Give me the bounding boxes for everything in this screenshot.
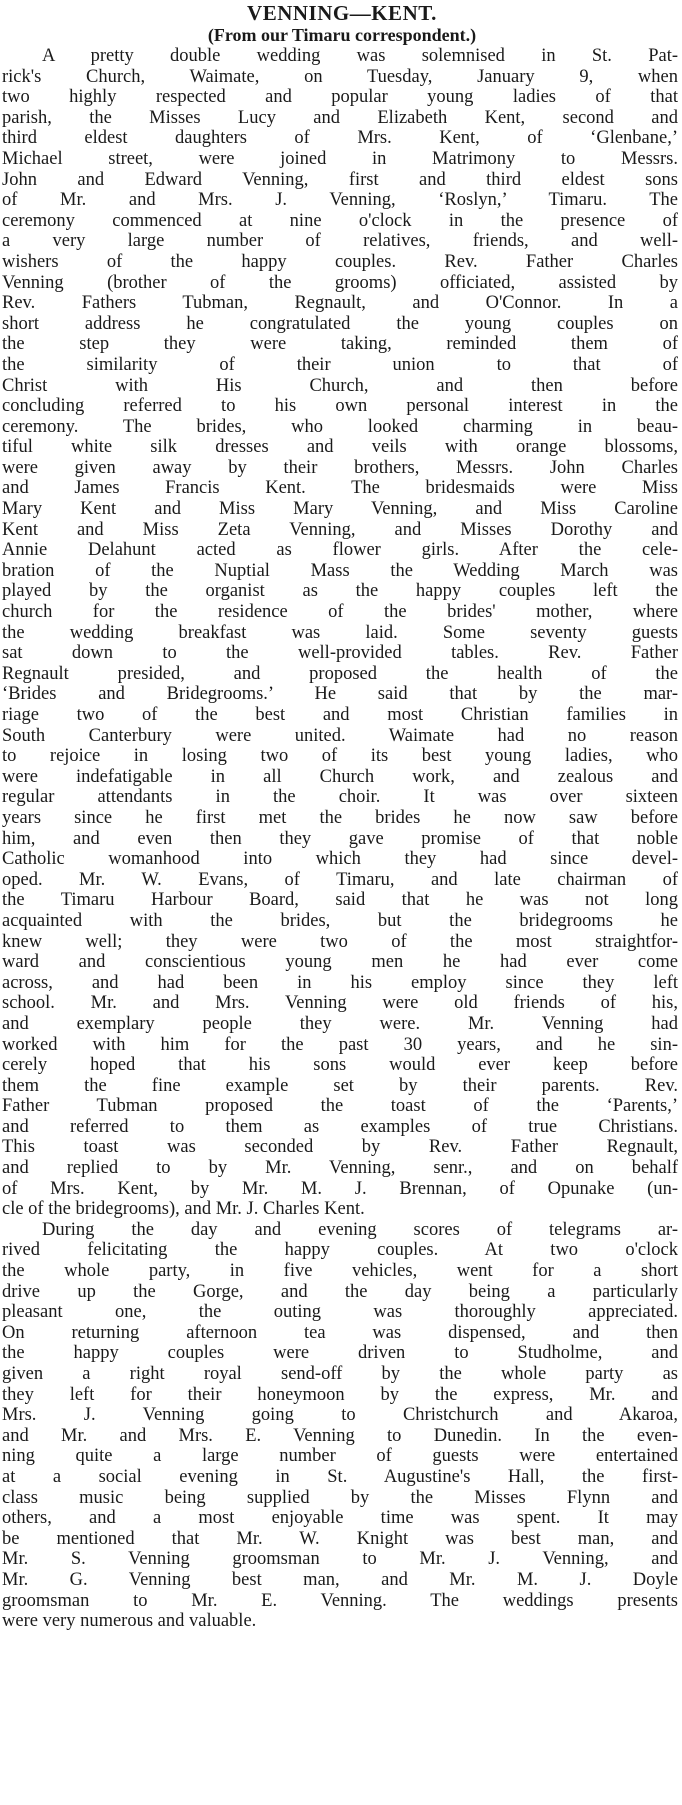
article-line: worked with him for the past 30 years, and he sin- [2, 1034, 678, 1055]
article-byline: (From our Timaru correspondent.) [207, 25, 477, 45]
article-line: short address he congratulated the young couples on [2, 313, 678, 334]
article-line: played by the organist as the happy couples left the [2, 581, 678, 602]
article-line: oped. Mr. W. Evans, of Timaru, and late chairman of [2, 869, 678, 890]
article-line: third eldest daughters of Mrs. Kent, of ‘Glenbane,’ [2, 128, 678, 149]
article-line: parish, the Misses Lucy and Elizabeth Kent, second and [2, 107, 678, 128]
article-line: and exemplary people they were. Mr. Venning had [2, 1013, 678, 1034]
article-line: a very large number of relatives, friends, and well- [2, 231, 678, 252]
article-line: cle of the bridegrooms), and Mr. J. Charles Kent. [2, 1199, 365, 1220]
article-line: at a social evening in St. Augustine's Hall, the first- [2, 1466, 678, 1487]
article-line: Rev. Fathers Tubman, Regnault, and O'Connor. In a [2, 293, 678, 314]
article-line: Venning (brother of the grooms) officiated, assisted by [2, 272, 678, 293]
article-line: the Timaru Harbour Board, said that he was not long [2, 890, 678, 911]
article-line: Father Tubman proposed the toast of the ‘Parents,’ [2, 1096, 678, 1117]
article-line: Mary Kent and Miss Mary Venning, and Miss Caroline [2, 499, 678, 520]
article-line: During the day and evening scores of telegrams ar- [42, 1219, 678, 1240]
article-line: were very numerous and valuable. [2, 1611, 257, 1632]
article-line: the similarity of their union to that of [2, 354, 678, 375]
article-line: school. Mr. and Mrs. Venning were old friends of his, [2, 993, 678, 1014]
article-line: bration of the Nuptial Mass the Wedding March was [2, 560, 678, 581]
article-line: John and Edward Venning, first and third eldest sons [2, 169, 678, 190]
article-line: the wedding breakfast was laid. Some seventy guests [2, 622, 678, 643]
article-line: of Mrs. Kent, by Mr. M. J. Brennan, of Opunake (un- [2, 1178, 678, 1199]
article-line: Catholic womanhood into which they had since devel- [2, 849, 678, 870]
article-line: Michael street, were joined in Matrimony to Messrs. [2, 148, 678, 169]
article-line: wishers of the happy couples. Rev. Father Charles [2, 251, 678, 272]
article-line: and referred to them as examples of true Christians. [2, 1116, 678, 1137]
article-line: rick's Church, Waimate, on Tuesday, January 9, when [2, 66, 678, 87]
article-line: of Mr. and Mrs. J. Venning, ‘Roslyn,’ Timaru. The [2, 190, 678, 211]
article-line: the happy couples were driven to Studholme, and [2, 1343, 678, 1364]
article-line: tiful white silk dresses and veils with orange blossoms, [2, 437, 678, 458]
article-line: be mentioned that Mr. W. Knight was best man, and [2, 1528, 678, 1549]
article-line: across, and had been in his employ since they left [2, 972, 678, 993]
article-line: acquainted with the brides, but the bridegrooms he [2, 910, 678, 931]
article-line: Mrs. J. Venning going to Christchurch and Akaroa, [2, 1405, 678, 1426]
article-line: given a right royal send-off by the whole party as [2, 1364, 678, 1384]
article-line: others, and a most enjoyable time was spent. It may [2, 1508, 678, 1529]
article-line: ceremony. The brides, who looked charming in beau- [2, 416, 678, 437]
article-line: and James Francis Kent. The bridesmaids were Miss [2, 478, 678, 499]
article-line: Regnault presided, and proposed the health of the [2, 663, 678, 684]
article-line: ward and conscientious young men he had ever come [2, 952, 678, 973]
article-line: cerely hoped that his sons would ever keep before [2, 1055, 678, 1076]
article-line: ceremony commenced at nine o'clock in the presence of [2, 210, 678, 231]
article-line: him, and even then they gave promise of that noble [2, 828, 678, 849]
article-line: On returning afternoon tea was dispensed, and then [2, 1322, 678, 1343]
article-line: the step they were taking, reminded them of [2, 334, 678, 355]
article-line: years since he first met the brides he now saw before [2, 807, 678, 828]
article-line: ning quite a large number of guests were entertained [2, 1446, 678, 1467]
article-line: riage two of the best and most Christian families in [2, 705, 678, 725]
article-line: were given away by their brothers, Messrs. John Charles [2, 457, 678, 478]
article-line: A pretty double wedding was solemnised in St. Pat- [42, 46, 678, 66]
article-line: Kent and Miss Zeta Venning, and Misses Dorothy and [2, 519, 678, 540]
article-line: two highly respected and popular young ladies of that [2, 87, 678, 108]
article-body [2, 46, 678, 1632]
article-line: them the fine example set by their parents. Rev. [2, 1075, 678, 1096]
article-line: class music being supplied by the Misses Flynn and [2, 1487, 678, 1508]
article-line: regular attendants in the choir. It was over sixteen [2, 787, 678, 808]
article-line: concluding referred to his own personal interest in the [2, 396, 678, 417]
article-line: Mr. S. Venning groomsman to Mr. J. Venning, and [2, 1549, 678, 1570]
article-line: church for the residence of the brides' mother, where [2, 602, 678, 623]
article-line: This toast was seconded by Rev. Father Regnault, [2, 1137, 678, 1158]
article-line: South Canterbury were united. Waimate had no reason [2, 725, 678, 746]
article-line: rived felicitating the happy couples. At two o'clock [2, 1240, 678, 1261]
article-line: were indefatigable in all Church work, and zealous and [2, 766, 678, 787]
article-line: the whole party, in five vehicles, went for a short [2, 1261, 678, 1282]
article-line: to rejoice in losing two of its best young ladies, who [2, 746, 678, 767]
article-line: Annie Delahunt acted as flower girls. After the cele- [2, 540, 678, 561]
article-line: Mr. G. Venning best man, and Mr. M. J. Doyle [2, 1569, 678, 1590]
article-line: groomsman to Mr. E. Venning. The weddings presents [2, 1590, 678, 1611]
article-line: drive up the Gorge, and the day being a particularly [2, 1281, 678, 1302]
article-line: sat down to the well-provided tables. Rev. Father [2, 643, 678, 664]
article-line: and Mr. and Mrs. E. Venning to Dunedin. In the even- [2, 1425, 678, 1446]
article-line: and replied to by Mr. Venning, senr., and on behalf [2, 1158, 678, 1179]
article-line: knew well; they were two of the most straightfor- [2, 931, 678, 952]
article-line: pleasant one, the outing was thoroughly appreciated. [2, 1302, 678, 1323]
article-line: Christ with His Church, and then before [2, 375, 678, 396]
article-title: VENNING—KENT. [247, 1, 437, 25]
article-line: they left for their honeymoon by the express, Mr. and [2, 1384, 678, 1405]
article-line: ‘Brides and Bridegrooms.’ He said that by the mar- [2, 684, 678, 705]
